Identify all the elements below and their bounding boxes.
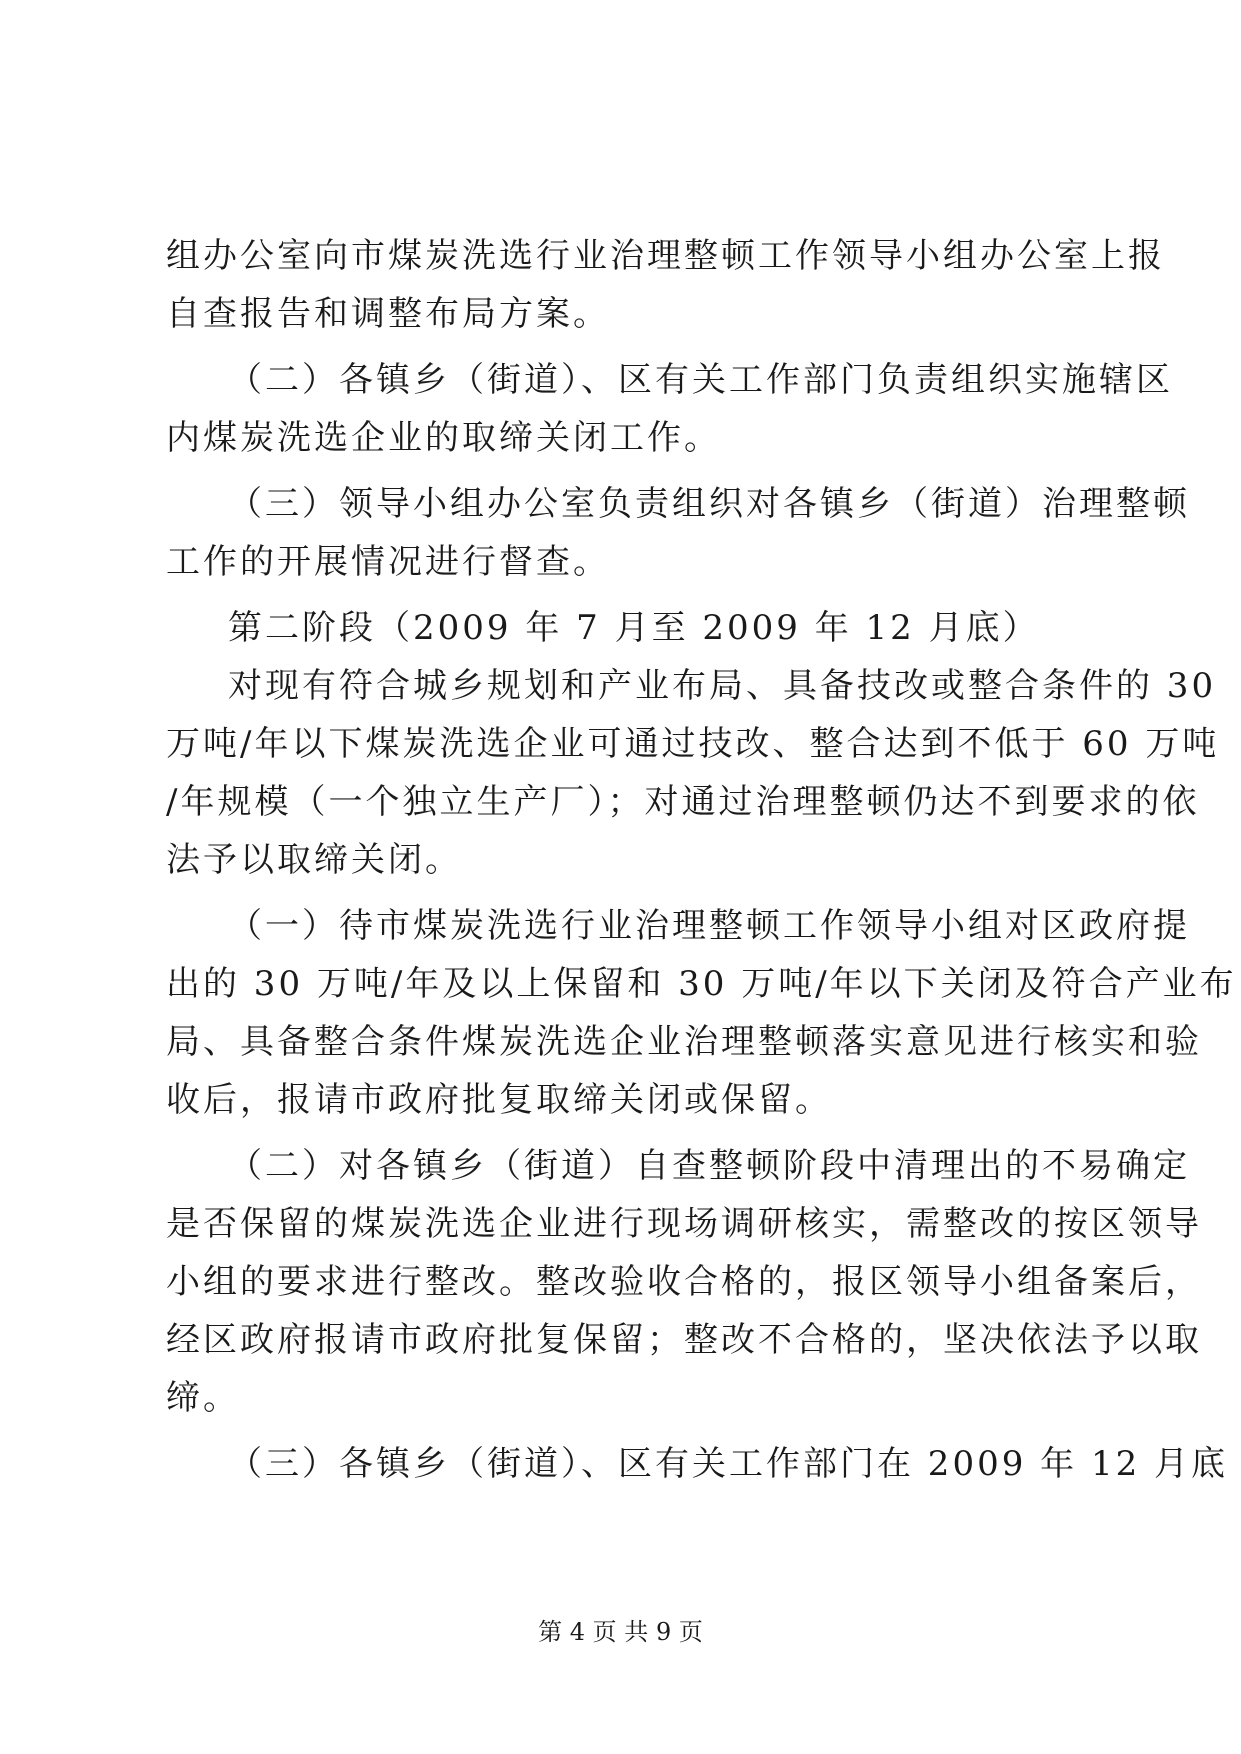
text-line: 经区政府报请市政府批复保留；整改不合格的，坚决依法予以取 xyxy=(166,1320,1202,1360)
text-line: 法予以取缔关闭。 xyxy=(166,840,462,880)
text-line: （二）各镇乡（街道）、区有关工作部门负责组织实施辖区 xyxy=(228,360,1173,400)
text-line: 小组的要求进行整改。整改验收合格的，报区领导小组备案后， xyxy=(166,1262,1202,1302)
page-footer: 第 4 页 共 9 页 xyxy=(538,1618,703,1646)
text-line: 工作的开展情况进行督查。 xyxy=(166,542,610,582)
text-line: 内煤炭洗选企业的取缔关闭工作。 xyxy=(166,418,721,458)
text-line: 缔。 xyxy=(166,1378,240,1418)
text-line: 出的 30 万吨/年及以上保留和 30 万吨/年以下关闭及符合产业布 xyxy=(166,964,1237,1004)
text-line: （三）领导小组办公室负责组织对各镇乡（街道）治理整顿 xyxy=(228,484,1190,524)
text-line: 万吨/年以下煤炭洗选企业可通过技改、整合达到不低于 60 万吨 xyxy=(166,724,1220,764)
text-line: 自查报告和调整布局方案。 xyxy=(166,294,610,334)
text-line: （三）各镇乡（街道）、区有关工作部门在 2009 年 12 月底 xyxy=(228,1444,1229,1484)
text-line: 组办公室向市煤炭洗选行业治理整顿工作领导小组办公室上报 xyxy=(166,236,1165,276)
text-line: 收后，报请市政府批复取缔关闭或保留。 xyxy=(166,1080,832,1120)
body-text xyxy=(166,227,1237,1493)
section-heading: 第二阶段（2009 年 7 月至 2009 年 12 月底） xyxy=(228,608,1040,648)
text-line: 局、具备整合条件煤炭洗选企业治理整顿落实意见进行核实和验 xyxy=(166,1022,1202,1062)
text-line: （二）对各镇乡（街道）自查整顿阶段中清理出的不易确定 xyxy=(228,1146,1190,1186)
text-line: 是否保留的煤炭洗选企业进行现场调研核实，需整改的按区领导 xyxy=(166,1204,1202,1244)
text-line: 对现有符合城乡规划和产业布局、具备技改或整合条件的 30 xyxy=(228,666,1217,706)
text-line: （一）待市煤炭洗选行业治理整顿工作领导小组对区政府提 xyxy=(228,906,1190,946)
text-line: /年规模（一个独立生产厂）；对通过治理整顿仍达不到要求的依 xyxy=(166,782,1200,822)
